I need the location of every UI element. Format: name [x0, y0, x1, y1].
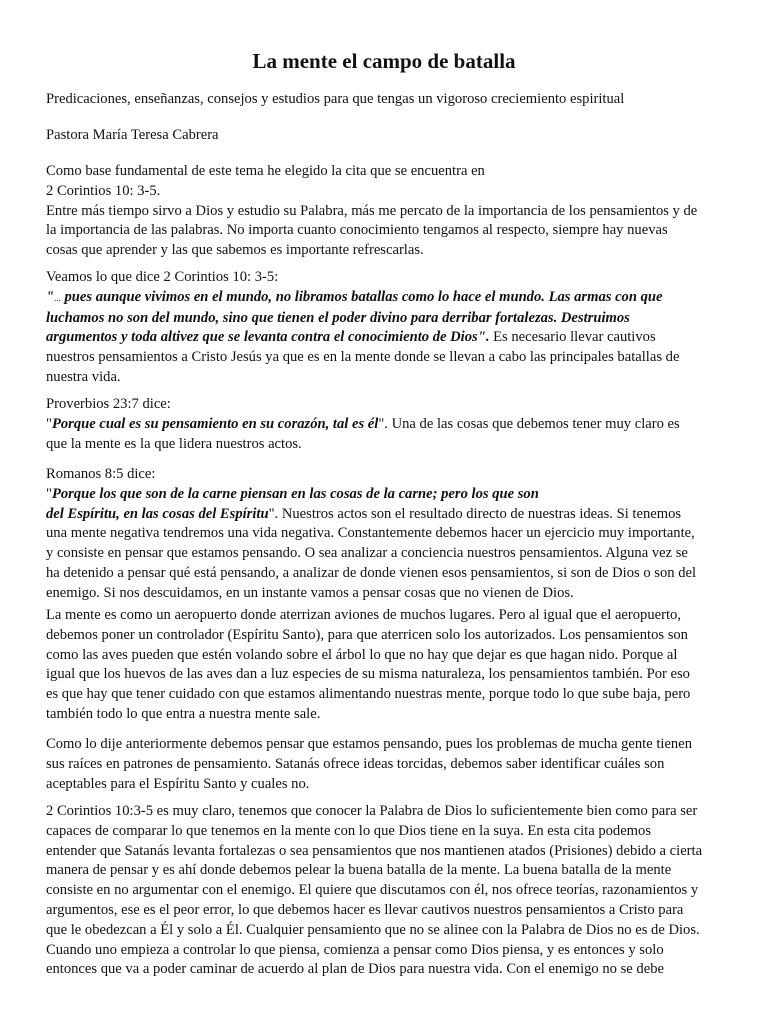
- text-line: entender que Satanás levanta fortalezas o sea pensamientos que nos mantienen atados (Prisiones) debido a cierta: [46, 842, 703, 859]
- text-line: que le obedezcan a Él y solo a Él. Cualquier pensamiento que no se alinee con la Palabra de Dios no es de Dios.: [46, 921, 700, 938]
- text-line: manera de pensar y es ahí donde debemos pelear la buena batalla de la mente. La buena batalla de la mente: [46, 862, 672, 879]
- text-fragment: Es necesario llevar cautivos: [489, 329, 656, 346]
- text-line: 2 Corintios 10:3-5 es muy claro, tenemos que conocer la Palabra de Dios lo suficientemente bien como para ser: [46, 803, 698, 819]
- text-line: 2 Corintios 10: 3-5.: [46, 182, 161, 199]
- text-line: capaces de comparar lo que tenemos en la mente con lo que Dios tiene en la suya. En esta cita podemos: [46, 822, 652, 839]
- text-line: nuestros pensamientos a Cristo Jesús ya que es en la mente donde se llevan a cabo las principales batallas de: [46, 349, 680, 366]
- text-line: Entre más tiempo sirvo a Dios y estudio su Palabra, más me percato de la importancia de los pensamientos y de: [46, 202, 698, 219]
- corintios-paragraph: [46, 268, 722, 388]
- quote-text: argumentos y toda altivez que se levanta contra el conocimiento de Dios: [46, 329, 478, 346]
- quote-line: [46, 485, 722, 505]
- text-line: consiste en no argumentar con el enemigo. El quiere que discutamos con él, nos ofrece teorías, razonamientos y: [46, 882, 699, 899]
- quote-close: ".: [477, 329, 490, 346]
- quote-text: Porque cual es su pensamiento en su corazón, tal es él: [51, 415, 379, 432]
- text-line: Como lo dije anteriormente debemos pensar que estamos pensando, pues los problemas de mucha gente tienen: [46, 736, 693, 752]
- quote-line: [46, 415, 722, 435]
- quote-text: Porque los que son de la carne piensan en las cosas de la carne; pero los que son: [51, 485, 539, 502]
- text-line: también todo lo que entra a nuestra mente sale.: [46, 705, 321, 722]
- text-line: debemos poner un controlador (Espíritu Santo), para que aterricen solo los autorizados. Los pensamientos son: [46, 626, 688, 643]
- quote-open: ": [46, 485, 52, 502]
- quote-text: del Espíritu, en las cosas del Espíritu: [46, 505, 269, 522]
- quote-line: [46, 505, 722, 525]
- aeropuerto-paragraph: [46, 606, 722, 725]
- text-line: sus raíces en patrones de pensamiento. Satanás ofrece ideas torcidas, debemos saber identificar cuáles son: [46, 755, 665, 772]
- quote-line: [46, 328, 722, 348]
- quote-open: ": [46, 415, 52, 432]
- conclusion-paragraph: [46, 802, 722, 980]
- pensar-paragraph: [46, 735, 722, 794]
- quote-text: pues aunque vivimos en el mundo, no libramos batallas como lo hace el mundo. Las armas con que: [60, 288, 663, 305]
- quote-line: [46, 288, 722, 309]
- ellipsis: ...: [54, 292, 61, 303]
- text-line: igual que los huevos de las aves dan a luz especies de su misma naturaleza, los pensamientos también. Por eso: [46, 666, 690, 683]
- text-line: La mente es como un aeropuerto donde aterrizan aviones de muchos lugares. Pero al igual que el aeropuerto,: [46, 607, 681, 623]
- text-line: aceptables para el Espíritu Santo y cuales no.: [46, 775, 310, 792]
- text-line: cosas que aprender y las que sabemos es importante refrescarlas.: [46, 242, 424, 259]
- romanos-paragraph: [46, 465, 722, 604]
- author-name: Pastora María Teresa Cabrera: [46, 127, 219, 143]
- text-line: Cuando uno empieza a controlar lo que piensa, comienza a pensar como Dios piensa, y es entonces y solo: [46, 941, 664, 958]
- text-line: como las aves pueden que estén volando sobre el árbol lo que no hay que dejar es que hagan nido. Porque al: [46, 646, 678, 663]
- quote-text: luchamos no son del mundo, sino que tienen el poder divino para derribar fortalezas. Destruimos: [46, 309, 630, 326]
- quote-open: ": [46, 288, 55, 305]
- subtitle-text: Predicaciones, enseñanzas, consejos y estudios para que tengas un vigoroso creciemiento espiritual: [46, 91, 625, 107]
- text-line: Como base fundamental de este tema he elegido la cita que se encuentra en: [46, 163, 485, 179]
- text-line: enemigo. Si nos descuidamos, en un instante vamos a pensar cosas que no vienen de Dios.: [46, 584, 574, 601]
- text-line: entonces que va a poder caminar de acuerdo al plan de Dios para nuestra vida. Con el enemigo no se debe: [46, 961, 664, 978]
- text-line: es que hay que tener cuidado con que estamos alimentando nuestras mente, porque todo lo que sube baja, pero: [46, 686, 691, 703]
- proverbios-paragraph: [46, 395, 722, 454]
- text-line: que la mente es la que lidera nuestros actos.: [46, 435, 302, 452]
- section-heading: Veamos lo que dice 2 Corintios 10: 3-5:: [46, 269, 279, 285]
- text-line: la importancia de las palabras. No importa cuanto conocimiento tengamos al respecto, siempre hay nuevas: [46, 222, 668, 239]
- text-fragment: ". Una de las cosas que debemos tener muy claro es: [378, 415, 680, 432]
- text-fragment: ". Nuestros actos son el resultado directo de nuestras ideas. Si tenemos: [268, 505, 682, 522]
- text-line: ha detenido a pensar qué está pensando, a analizar de donde vienen esos pensamientos, si son de Dios o son del: [46, 564, 697, 581]
- text-line: nuestra vida.: [46, 368, 121, 385]
- section-heading: Romanos 8:5 dice:: [46, 466, 156, 482]
- section-heading: Proverbios 23:7 dice:: [46, 396, 171, 412]
- intro-paragraph: [46, 162, 722, 261]
- author-line: [46, 126, 722, 146]
- text-line: y consiste en pensar que estamos pensando. O sea analizar a conciencia nuestros pensamientos. Alguna vez se: [46, 545, 688, 562]
- document-title: La mente el campo de batalla: [252, 49, 516, 73]
- text-line: una mente negativa tendremos una vida negativa. Constantemente debemos hacer un ejercicio muy importante,: [46, 525, 695, 542]
- document-subtitle: [46, 90, 722, 110]
- text-line: argumentos, ese es el peor error, lo que debemos hacer es llevar cautivos nuestros pensamientos a Cristo para: [46, 901, 684, 918]
